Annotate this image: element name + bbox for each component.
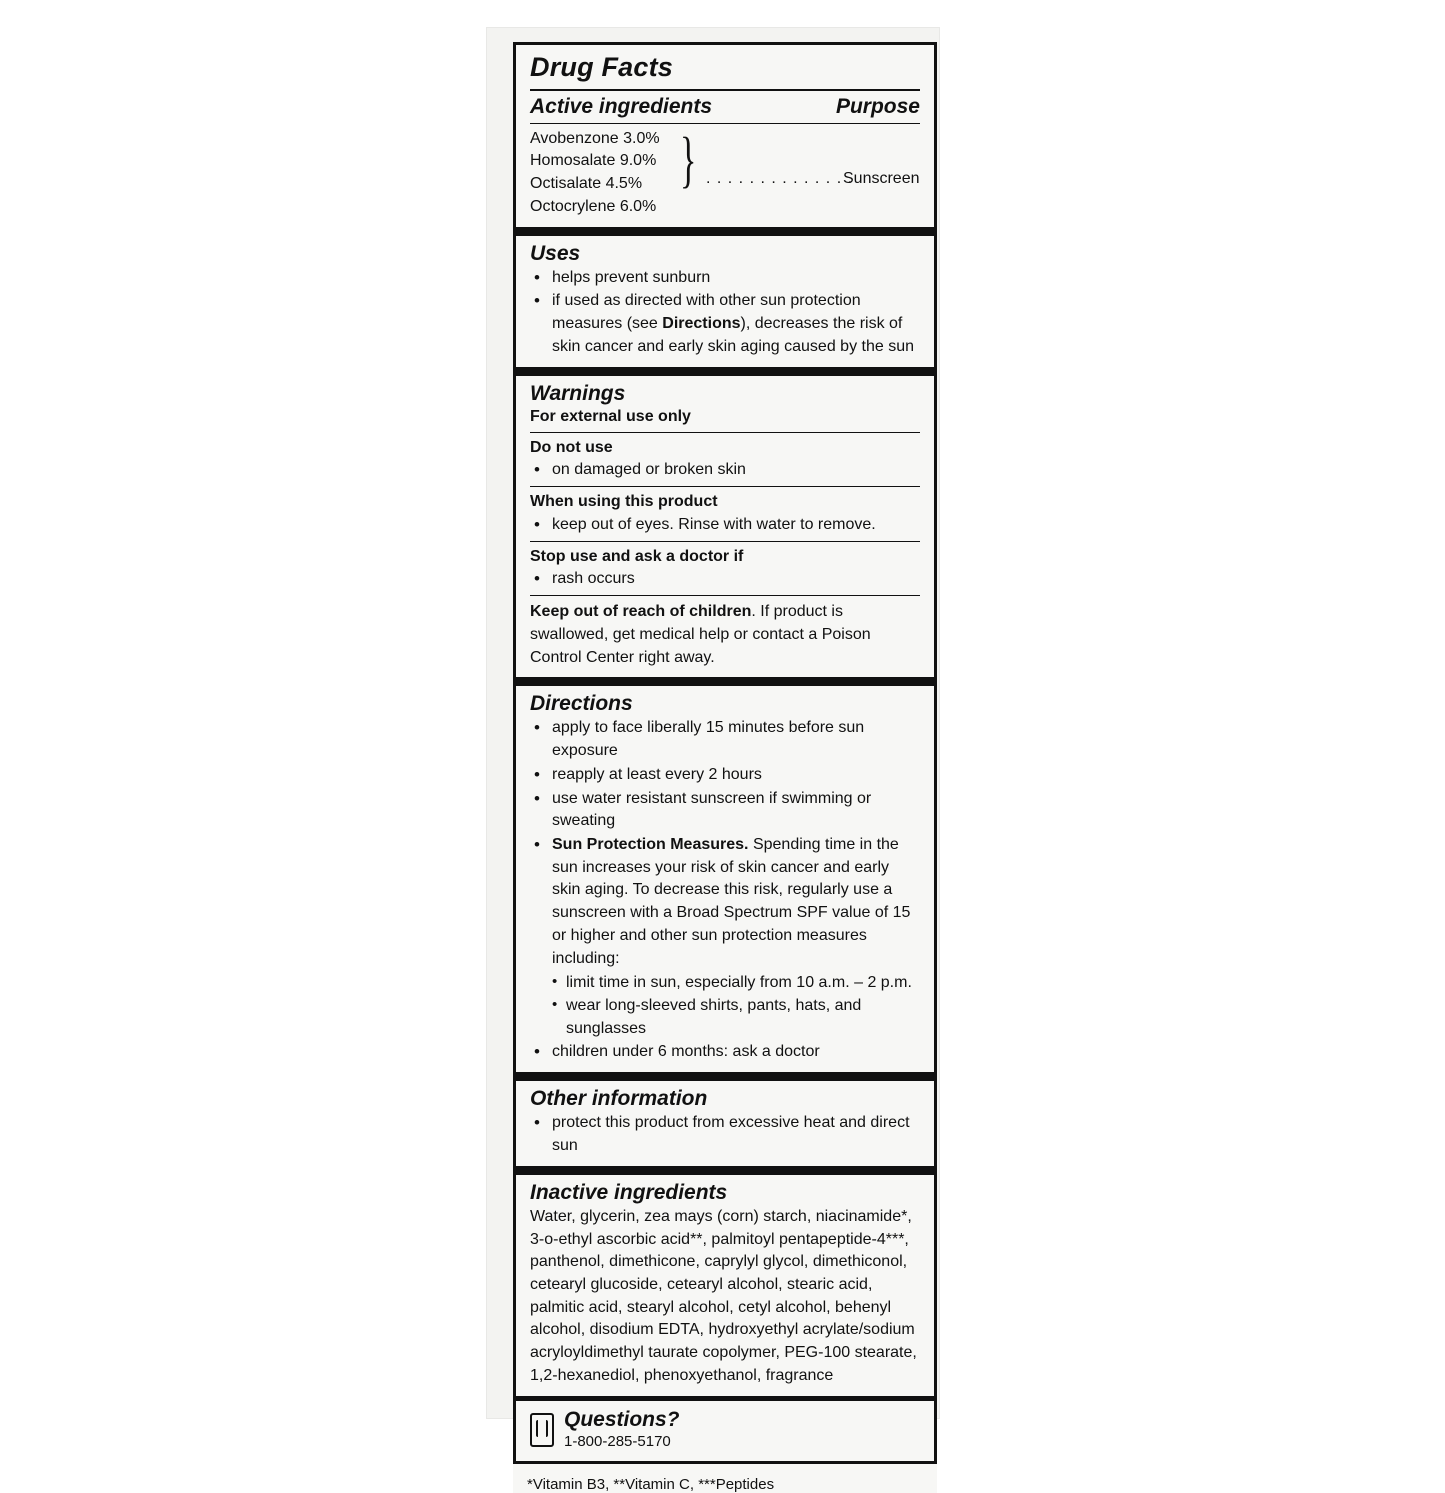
stop-use-list [530,568,920,591]
active-ingredients-block [516,124,934,227]
section-divider-thick [516,1166,934,1175]
active-ingredient-item: Avobenzone 3.0% [530,129,660,147]
keep-out-bold: Keep out of reach of children [530,603,752,621]
stop-use-item: • rash occurs [530,568,920,591]
directions-item-sun-protection [530,834,920,1040]
inactive-ingredients-text: Water, glycerin, zea mays (corn) starch, niacinamide*, 3-o-ethyl ascorbic acid**, palmitoyl pentapeptide-4***, panthenol, dimethicone, caprylyl glycol, dimethiconol, cetearyl glucoside, cetearyl alcohol, stearic acid, palmitic acid, stearyl alcohol, cetyl alcohol, behenyl alcohol, disodium EDTA, hydroxyethyl acrylate/sodium acryloyldimethyl taurate copolymer, PEG-100 stearate, 1,2-hexanediol, phenoxyethanol, fragrance [530,1207,917,1384]
section-divider-thick [516,227,934,236]
directions-item: • use water resistant sunscreen if swimming or sweating [530,788,920,833]
warnings-rule [530,541,920,542]
active-ingredients-header-row [516,91,934,121]
directions-item: • reapply at least every 2 hours [530,764,920,787]
directions-item: • children under 6 months: ask a doctor [530,1041,920,1064]
uses-item-pre: if used as directed with other sun protection measures (see [552,292,861,333]
directions-list [530,717,920,1064]
drug-facts-label [513,42,937,1464]
sun-protection-subitem: • wear long-sleeved shirts, pants, hats, and sunglasses [552,995,920,1040]
directions-item: • apply to face liberally 15 minutes before sun exposure [530,717,920,762]
uses-item [530,290,920,358]
keep-out-of-reach-text [530,601,920,669]
do-not-use-list [530,459,920,482]
warnings-rule [530,595,920,596]
uses-section [516,236,934,367]
section-divider-thick [516,1072,934,1081]
keep-out-rest: . If product is swallowed, get medical help or contact a Poison Control Center right away. [530,603,871,666]
do-not-use-heading: Do not use [530,438,613,456]
drug-facts-panel [513,42,937,1493]
other-information-list [530,1112,920,1157]
questions-section [516,1401,934,1462]
section-divider-thick [516,367,934,376]
warnings-heading: Warnings [530,381,626,405]
phone-icon [530,1413,554,1447]
sun-protection-subitem: • limit time in sun, especially from 10 a.m. – 2 p.m. [552,972,920,995]
uses-item: • helps prevent sunburn [530,267,920,290]
uses-heading: Uses [530,241,581,265]
active-ingredient-item: Homosalate 9.0% [530,152,657,170]
active-ingredients-heading: Active ingredients [530,94,713,118]
do-not-use-item: • on damaged or broken skin [530,459,920,482]
stop-use-heading: Stop use and ask a doctor if [530,547,744,565]
active-ingredients-list [530,128,660,219]
directions-section [516,686,934,1072]
sun-protection-text: Spending time in the sun increases your risk of skin cancer and early skin aging. To decrease this risk, regularly use a sunscreen with a Broad Spectrum SPF value of 15 or higher and other sun protection measures including: [552,835,911,967]
purpose-dots: . . . . . . . . . . . . . . [706,169,854,187]
active-ingredient-item: Octocrylene 6.0% [530,197,657,215]
uses-list [530,267,920,359]
uses-item-bold: Directions [662,315,741,333]
sun-protection-sublist [552,972,920,1040]
other-information-section [516,1081,934,1166]
other-information-heading: Other information [530,1087,708,1111]
warnings-rule [530,432,920,433]
purpose-value: Sunscreen [843,169,920,187]
warnings-rule [530,486,920,487]
inactive-ingredients-heading: Inactive ingredients [530,1180,728,1204]
when-using-item: • keep out of eyes. Rinse with water to remove. [530,514,920,537]
section-divider-thick [516,677,934,686]
brace-icon: } [680,125,697,194]
questions-phone-number[interactable]: 1-800-285-5170 [564,1432,671,1450]
questions-heading: Questions? [564,1407,680,1431]
when-using-list [530,514,920,537]
sun-protection-bold: Sun Protection Measures. [552,835,749,853]
uses-item-post: ), decreases the risk of skin cancer and early skin aging caused by the sun [552,315,914,355]
questions-text-block [564,1409,680,1452]
inactive-ingredients-section [516,1175,934,1396]
drug-facts-title: Drug Facts [530,52,674,82]
purpose-heading: Purpose [835,94,920,118]
warnings-section [516,376,934,678]
when-using-heading: When using this product [530,493,718,511]
footnote-text: *Vitamin B3, **Vitamin C, ***Peptides [527,1476,775,1493]
active-ingredient-item: Octisalate 4.5% [530,175,643,193]
external-use-line: For external use only [530,407,691,425]
directions-heading: Directions [530,692,633,716]
other-information-item: • protect this product from excessive heat and direct sun [530,1112,920,1157]
